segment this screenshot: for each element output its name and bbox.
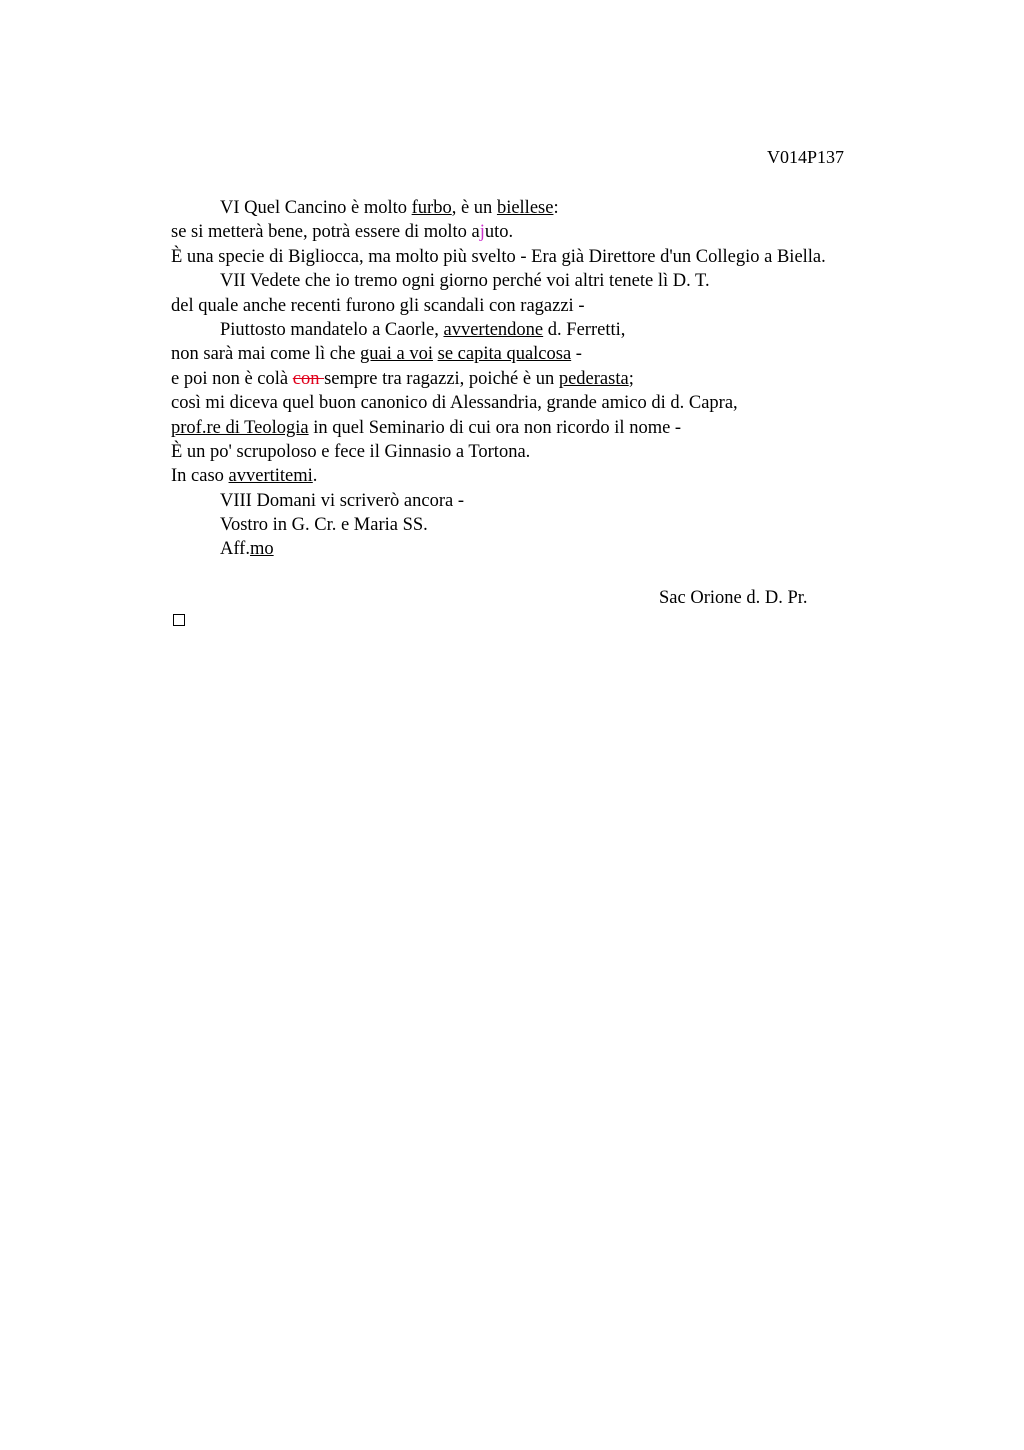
text-segment: . xyxy=(312,466,318,487)
line-3: È una specie di Bigliocca, ma molto più svelto - Era già Direttore d'un Collegio a Biella. xyxy=(171,246,826,267)
line-12 xyxy=(171,464,931,488)
text-segment: non sarà mai come lì che xyxy=(171,344,361,365)
line-4: VII Vedete che io tremo ogni giorno perché voi altri tenete lì D. T. xyxy=(220,271,710,292)
text-segment: se si metterà bene, potrà essere di molto a xyxy=(171,222,480,243)
line-6 xyxy=(171,318,931,342)
text-segment: , è un xyxy=(451,198,497,218)
underlined-word: mo xyxy=(249,539,274,560)
underlined-word: avvertitemi xyxy=(228,466,313,487)
underlined-word: furbo xyxy=(411,198,452,218)
line-8 xyxy=(171,367,931,391)
text-segment: ; xyxy=(628,368,634,389)
text-segment: d. Ferretti, xyxy=(543,319,626,340)
line-13: VIII Domani vi scriverò ancora - xyxy=(220,490,464,511)
text-segment: VI Quel Cancino è molto xyxy=(220,198,412,218)
line-10 xyxy=(171,416,931,440)
line-1 xyxy=(171,196,931,220)
line-7 xyxy=(171,342,931,366)
line-9: così mi diceva quel buon canonico di Alessandria, grande amico di d. Capra, xyxy=(171,393,738,414)
text-segment: In caso xyxy=(171,466,229,487)
text-segment: e poi non è colà xyxy=(171,368,293,389)
line-2 xyxy=(171,220,931,244)
signature: Sac Orione d. D. Pr. xyxy=(659,588,808,608)
underlined-word: avvertendone xyxy=(443,319,544,340)
underlined-word: biellese xyxy=(496,198,554,218)
deleted-word: con xyxy=(292,368,325,389)
page-code: V014P137 xyxy=(766,147,844,167)
text-segment: - xyxy=(571,344,582,365)
text-segment: Piuttosto mandatelo a Caorle, xyxy=(220,319,444,340)
letter-body xyxy=(171,196,931,562)
underlined-phrase: prof.re di Teologia xyxy=(171,417,309,438)
text-segment: : xyxy=(553,198,559,218)
checkbox-square-icon xyxy=(173,614,185,626)
text-segment: uto. xyxy=(484,222,514,243)
underlined-phrase: guai a voi xyxy=(360,344,433,365)
text-segment: in quel Seminario di cui ora non ricordo il nome - xyxy=(308,417,682,438)
inserted-letter: j xyxy=(479,222,485,243)
line-5: del quale anche recenti furono gli scandali con ragazzi - xyxy=(171,295,585,316)
text-segment: Aff. xyxy=(220,539,250,560)
underlined-phrase: se capita qualcosa xyxy=(437,344,572,365)
text-segment: sempre tra ragazzi, poiché è un xyxy=(324,368,559,389)
line-15 xyxy=(171,537,931,561)
line-11: È un po' scrupoloso e fece il Ginnasio a Tortona. xyxy=(171,441,531,462)
line-14: Vostro in G. Cr. e Maria SS. xyxy=(220,515,428,536)
underlined-word: pederasta xyxy=(558,368,629,389)
